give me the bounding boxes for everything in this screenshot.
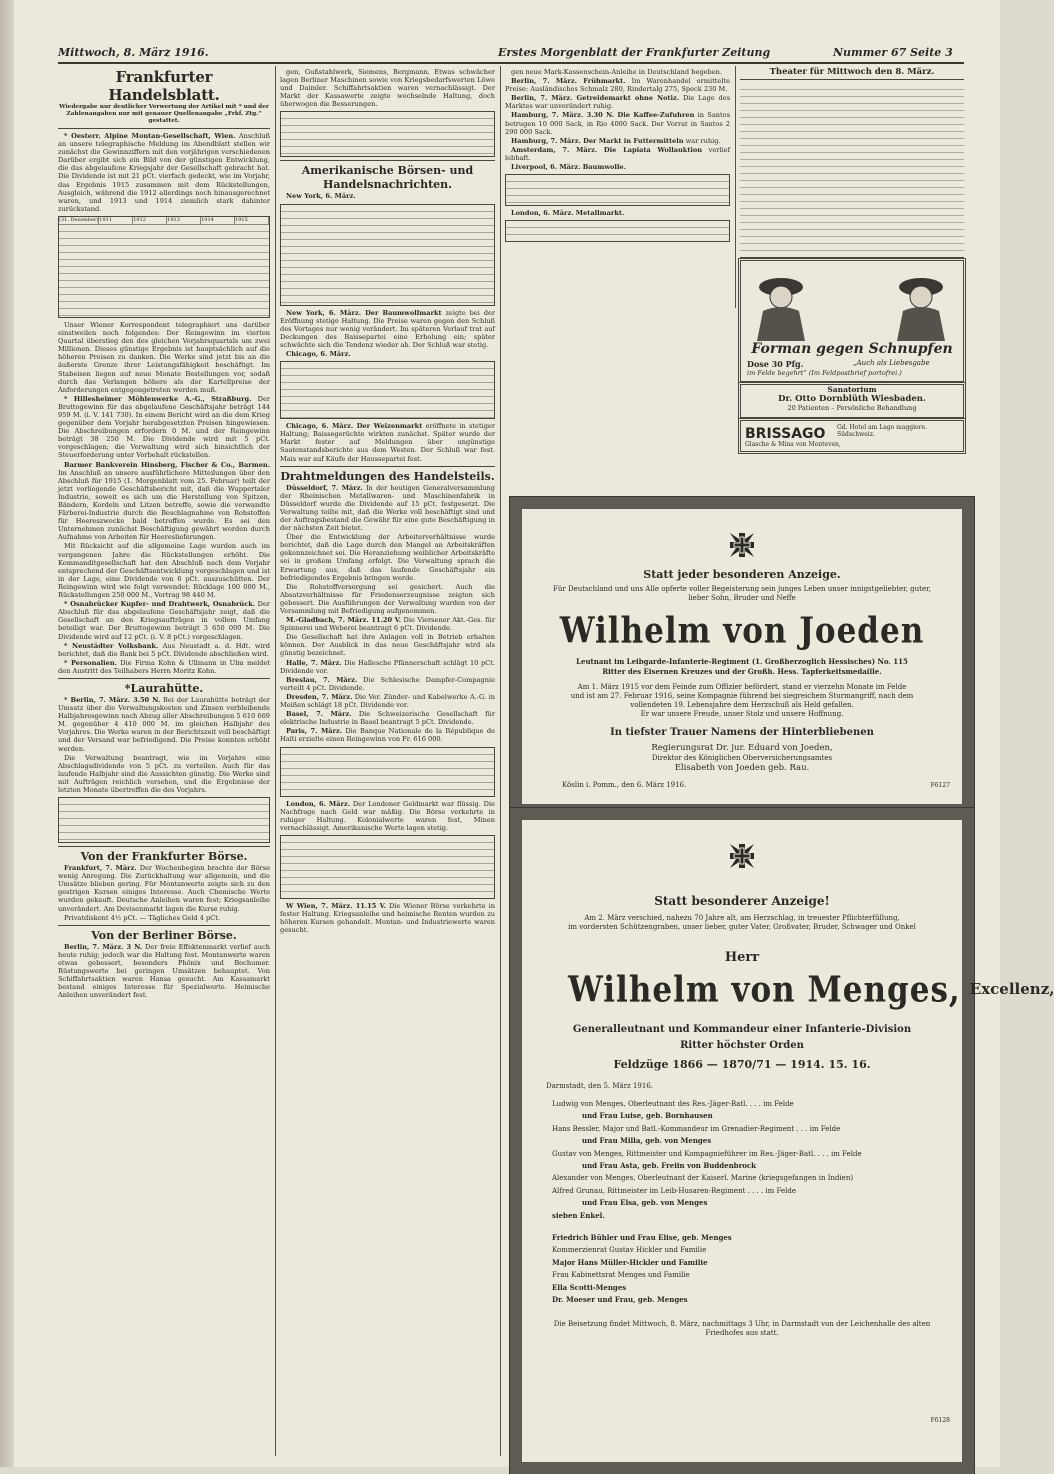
page-header (58, 44, 964, 62)
article-heading: * Hillesheimer Möhlenwerke A.-G., Straßburg. (64, 394, 252, 403)
article-text: gen neue Mark-Kassenschein-Anleihe in Deutschland begeben. (511, 68, 722, 76)
table-header-cell: 1915 (235, 217, 269, 224)
market-table (280, 835, 495, 899)
article-heading: Düsseldorf, 7. März. (286, 483, 363, 492)
table-header-row (59, 217, 269, 225)
table-header-cell: 1914 (201, 217, 235, 224)
section-title: Frankfurter Handelsblatt. (108, 68, 220, 104)
article-heading: New York, 6. März. Der Baumwollmarkt (286, 308, 442, 317)
article-heading: Paris, 7. März. (286, 727, 343, 736)
issue-date: Mittwoch, 8. März 1916. (58, 46, 209, 59)
article-heading: * Osnabrücker Kupfer- und Drahtwerk, Osnabrück. (64, 600, 256, 609)
relative: Dr. Moeser und Frau, geb. Menges (552, 1295, 688, 1305)
table-header-cell: 1913 (167, 217, 201, 224)
section-title: Drahtmeldungen des Handelsteils. (280, 469, 495, 483)
column-1: Frankfurter Handelsblatt. Wiedergabe nur deutlicher Verwertung der Artikel mit * und der Zahlenangaben nur mit genauer Quellenangabe „Frkf. Ztg.“ gestattet. * Oesterr. Alpine Montan-Gesellschaft, Wien. Anschluß an unsere telegraphische Meldung im Abendblatt stellen wir zunächst die Gewinnziffern mit den vorjährigen verschiedenen Darüber ergibt sich ein Bild von der günstigen Entwicklung, die das abgelaufene Kriegsjahr der Gesellschaft gebracht hat. Die Dividende ist mit 21 pCt. vierfach gedeckt, wie im Vorjahr, das Ergebnis 1915 zusammen mit dem Rückstellungen, Ausgleich, während die 1912 allerdings noch hinausgerechnet waren, und 1913 und 1914 ziemlich stark dahinter zurückstand. (31. Dezember) 1911 1912 1913 1914 1915 Unser Wiener Korrespondent telegraphiert uns darüber einstweilen noch folgendes: Der Reingewinn im vierten Quartal überstieg den des gleichen Vorjahrsquartals um zwei Millionen. Dieses günstige Ergebnis ist hauptsächlich auf die höheren Preisen zu danken. Die Werke sind jetzt bis an die äußerste Grenze ihrer Leistungsfähigkeit beschäftigt. Im Stabeisen liegen auf neue Monate Bestellungen vor, sodaß durch das Verlangen höhere als der Kartellpreise der Anforderungen entgegengetreten werden muß. * Hillesheimer Möhlenwerke A.-G., Straßburg. Der Bruttogewinn für das abgelaufene Geschäftsjahr beträgt 144 959 M. (i. V. 141 730). In einem Bericht wird an die dem Krieg gegenüber dem Vorjahr herabgesetzten Preisen hingewiesen. Die Abschreibungen erfordern 0 M. und der Reingewinn beträgt 38 250 M. Die Dividende wird mit 5 pCt. vorgeschlagen; die Verwaltung wird sich hinsichtlich der Steuerforderung unter Vorbehalt rückstellen. Barmer Bankverein Hinsberg, Fischer & Co., Barmen. Im Anschluß an unsere ausführlichere Mitteilungen über den Abschluß für 1915 (1. Morgenblatt vom 25. Februar) teilt der jetzt vorliegende Geschäftsbericht mit, daß die Wuppertaler Industrie, soweit es sich um die Herstellung von Spitzen, Bändern, Kordeln und Litzen betreffe, sowie die verwandte Färberei-Industrie durch die Beschlagnahme von Rohstoffen für Heereszwecke bald betroffen wurde. Es sei den Unternehmen zunächst Beschäftigung gewährt worden durch Aufnahme von Arbeiten für Heereslieferungen. Mit Rücksicht auf die allgemeine Lage wurden auch im vergangenen Jahre die Rückstellungen erhöht. Die Kommanditgesellschaft hat den Abschluß nach dem Vorjahr entsprechend der Geschäftsentwicklung vorgeschlagen und ist in der Lage, eine Dividende von 6 pCt. auszuschütten. Der Reingewinn wird wie folgt verwendet: Rücklage 100 000 M., Rückstellungen 250 000 M., Vortrag 98 440 M. * Osnabrücker Kupfer- und Drahtwerk, Osnabrück. Der Abschluß für das abgelaufene Geschäftsjahr zeigt, daß die Gesellschaft an den Kriegsaufträgen in vollem Umfang beteiligt war. Der Bruttogewinn beträgt 3 650 000 M. Die Dividende wird auf 12 pCt. (i. V. 8 pCt.) vorgeschlagen. * Neustädter Volksbank. Aus Neustadt a. d. Hdt. wird berichtet, daß die Bank bei 5 pCt. Dividende abschließen wird. * Personalien. Die Firma Kohn & Ullmann in Ulm meldet den Austritt des Teilhabers Herrn Moritz Kohn. *Laurahütte. * Berlin, 7. März. 3.50 N. Bei der Laurahütte beträgt der Umsatz über die Verwaltungskosten und Zinsen verbleibende Halbjahresgewinn nach Abzug aller Abschreibungen 5 610 669 M. gegenüber 4 410 000 M. im gleichen Halbjahr des Vorjahres. Die Werke waren in der Berichtszeit voll beschäftigt und der Versand war befriedigend. Die Preise konnten erhöht werden. Die Verwaltung beantragt, wie im Vorjahre eine Abschlagsdividende von 5 pCt. zu verteilen. Auch für das laufende Halbjahr sind die Aussichten günstig. Die Werke sind mit Aufträgen reichlich versehen, und die Ergebnisse der letzten Monate übertreffen die des Vorjahrs. Von der Frankfurter Börse. Frankfurt, 7. März. Der Wochenbeginn brachte der Börse wenig Anregung. Die Zurückhaltung war allgemein, und die Umsätze blieben gering. Für Montanwerte zeigte sich zu den gestrigen Kursen einiges Interesse. Auch Chemische Werte wurden gekauft. Deutsche Anleihen waren fest; Kriegsanleihe unverändert. Am Devisenmarkt lagen die Kurse ruhig. Privatdiskont 4½ pCt. — Tägliches Geld 4 pCt. Von der Berliner Börse. Berlin, 7. März. 3 N. Der freie Effektenmarkt verlief auch heute ruhig; jedoch war die Haltung fest. Montanwerte waren etwas gebessert, besonders Phönix und Bochumer. Rüstungswerte bei geringen Umsätzen behauptet. Von Schiffahrtsaktien waren Hansa gesucht. Am Kassamarkt bestand einiges Interesse für Spezialwerte. Heimische Anleihen unverändert fest. (58, 68, 271, 1000)
table-body (59, 798, 269, 842)
campaigns: Feldzüge 1866 — 1870/71 — 1914. 15. 16. (613, 1058, 871, 1071)
rule (280, 466, 495, 467)
market-table (505, 174, 730, 206)
signer: Regierungsrat Dr. jur. Eduard von Joeden, (651, 743, 833, 753)
financial-table (58, 797, 270, 843)
section-title: *Laurahütte. (124, 681, 204, 695)
rule (58, 925, 270, 926)
relative: Major Hans Müller-Hickler und Familie (552, 1257, 708, 1267)
death-notice-menges (510, 808, 1054, 1474)
column-rule (275, 66, 276, 1456)
article-heading: Basel, 7. März. (286, 710, 352, 719)
article-heading: Berlin, 7. März. Frühmarkt. (511, 77, 626, 86)
rule (58, 678, 270, 679)
article-heading: New York, 6. März. (286, 192, 356, 201)
article-heading: London, 6. März. (286, 799, 351, 808)
family-member: und Frau Luise, geb. Bornhausen (582, 1111, 713, 1121)
article-heading: Chicago, 6. März. Der Weizenmarkt (286, 422, 423, 431)
article-heading: * Oesterr. Alpine Montan-Gesellschaft, Wien. (64, 132, 236, 140)
theater-listings (740, 83, 964, 253)
notice-text: vollendeten 19. Lebensjahre dem Herzschuß als Held gefallen. (630, 701, 854, 709)
brissago-ad (738, 418, 966, 454)
article-heading: Barmer Bankverein Hinsberg, Fischer & Co., Barmen. (64, 460, 270, 469)
forman-brand: Forman gegen Schnupfen (751, 341, 953, 357)
notice-name-wrap (568, 969, 1054, 1011)
page-number: Nummer 67 Seite 3 (833, 46, 953, 59)
brissago-name: BRISSAGO (745, 426, 826, 442)
binding-gutter (0, 0, 14, 1467)
notice-text: Er war unsere Freude, unser Stolz und unsere Hoffnung. (640, 710, 844, 718)
deceased-title: Excellenz, (969, 980, 1054, 998)
family-member: und Frau Asta, geb. Freiin von Buddenbrock (582, 1161, 757, 1171)
rule (740, 79, 964, 80)
table-header-cell: (31. Dezember) (59, 216, 99, 223)
family-list (552, 1098, 932, 1222)
signer: Elisabeth von Joeden geb. Rau. (674, 763, 810, 773)
sanatorium-ad (738, 382, 966, 420)
header-rule (58, 62, 964, 64)
place-date: Darmstadt, den 5. März 1916. (546, 1082, 653, 1090)
article-heading: Frankfurt, 7. März. (64, 864, 137, 873)
relative: Frau Kabinettsrat Menges und Familie (552, 1271, 690, 1280)
place-date: Köslin i. Pomm., den 6. März 1916. (562, 781, 687, 789)
notice-heading: Statt jeder besonderen Anzeige. (643, 568, 841, 581)
article-heading: Dresden, 7. März. (286, 692, 353, 701)
market-table (280, 111, 495, 157)
brissago-tail: Glasche & Mina von Monteven, (745, 441, 841, 448)
article-heading: * Personalien. (64, 658, 117, 667)
notice-intro: Für Deutschland und uns Alle opferte voller Begeisterung sein junges Leben unser innigstgeliebter, guter, lieber Sohn, Bruder und Neffe (553, 585, 931, 602)
signer-title: Direktor des Königlichen Oberversicherungsamtes (651, 754, 833, 762)
family-member: Ludwig von Menges, Oberleutnant des Res.-Jäger-Batl. . . . im Felde (552, 1100, 794, 1108)
death-notice-joeden (510, 497, 974, 816)
section-title: Von der Berliner Börse. (91, 928, 237, 942)
section-title: Amerikanische Börsen- und Handelsnachrichten. (301, 164, 474, 192)
section-title: Von der Frankfurter Börse. (80, 850, 248, 864)
table-header-cell: 1912 (133, 217, 167, 224)
financial-table (58, 216, 270, 318)
family-member: Alfred Grunau, Rittmeister im Leib-Husaren-Regiment . . . . im Felde (552, 1186, 796, 1195)
market-table (280, 747, 495, 797)
article-heading: Hamburg, 7. März. 3.30 N. Die Kaffee-Zufuhren (511, 111, 695, 120)
column-2: gen, Gußstahlwerk, Siemens, Bergmann. Etwas schwächer lagen Berliner Maschinen sowie von Kriegsbedarfswerten Löwe und Daimler. Schiffahrtsaktien waren vernachlässigt. Der Markt der Kassawerte zeigte wechselnde Haltung, doch überwogen die Besserungen. Amerikanische Börsen- und Handelsnachrichten. New York, 6. März. New York, 6. März. Der Baumwollmarkt zeigte bei der Eröffnung stetige Haltung. Die Preise waren gegen den Schluß des Vortages nur wenig verändert. Im späteren Verlauf trat auf Deckungen des Baissepartei eine Erholung ein; später schwächte sich die Tendenz wieder ab. Der Schluß war stetig. Chicago, 6. März. Chicago, 6. März. Der Weizenmarkt eröffnete in stetiger Haltung; Baissegerüchte wirkten zunächst. Später wurde der Markt fester auf Meldungen über ungünstige Saatenstandsberichte aus dem Westen. Der Schluß war fest. Mais war auf Käufe der Haussepartei fest. Drahtmeldungen des Handelsteils. Düsseldorf, 7. März. In der heutigen Generalversammlung der Rheinischen Metallwaren- und Maschinenfabrik in Düsseldorf wurde die Dividende auf 15 pCt. festgesetzt. Die Verwaltung teilte mit, daß die Werke voll beschäftigt sind und der Auftragsbestand die Gewähr für eine gute Beschäftigung in der nächsten Zeit bietet. Über die Entwicklung der Arbeiterverhältnisse wurde berichtet, daß die Lage durch den Mangel an Arbeitskräften gekennzeichnet sei. Die Heranziehung weiblicher Arbeitskräfte sei in großem Umfang erfolgt. Die Verwaltung sprach die Erwartung aus, daß das laufende Geschäftsjahr ein befriedigendes Ergebnis bringen werde. Die Rohstoffversorgung sei gesichert. Auch die Absatzverhältnisse für Friedenserzeugnisse zeigten sich gebessert. Die Ausführungen der Verwaltung wurden von der Versammlung mit Befriedigung aufgenommen. M.-Gladbach, 7. März. 11.20 V. Die Viersener Akt.-Ges. für Spinnerei und Weberei beantragt 6 pCt. Dividende. Die Gesellschaft hat ihre Anlagen voll in Betrieb erhalten können. Der Ausblick in das neue Geschäftsjahr wird als günstig bezeichnet. Halle, 7. März. Die Hallesche Pfännerschaft schlägt 10 pCt. Dividende vor. Breslau, 7. März. Die Schlesische Dampfer-Compagnie verteilt 4 pCt. Dividende. Dresden, 7. März. Die Ver. Zünder- und Kabelwerke A.-G. in Meißen schlägt 18 pCt. Dividende vor. Basel, 7. März. Die Schweizerische Gesellschaft für elektrische Industrie in Basel beantragt 5 pCt. Dividende. Paris, 7. März. Die Banque Nationale de la République de Haïti erzielte einen Reingewinn von Fr. 616 000. London, 6. März. Der Londoner Geldmarkt war flüssig. Die Nachfrage nach Geld war mäßig. Die Börse verkehrte in ruhiger Haltung. Kolonialwerte waren fest, Minen vernachlässigt. Amerikanische Werte lagen stetig. W Wien, 7. März. 11.15 V. Die Wiener Börse verkehrte in fester Haltung. Kriegsanleihe und heimische Renten wurden zu höheren Kursen gehandelt. Montan- und Industriewerte waren gesucht. (280, 68, 496, 935)
sanatorium-line: Dr. Otto Dornblüth Wiesbaden. (778, 394, 926, 404)
notice-text: Am 1. März 1915 vor dem Feinde zum Offizier befördert, stand er vierzehn Monate im Felde (577, 683, 907, 691)
table-body (506, 175, 729, 205)
ad-reference: F6128 (930, 1417, 950, 1424)
ad-reference: F6127 (930, 782, 950, 789)
table-body (281, 362, 494, 418)
family-member: und Frau Elsa, geb. von Menges (582, 1198, 708, 1208)
family-member: und Frau Milla, geb. von Menges (582, 1136, 712, 1146)
forman-note: „Auch als Liebesgabe (853, 359, 930, 367)
article-heading: Chicago, 6. März. (286, 350, 351, 359)
forman-price: Dose 30 Pfg. (747, 359, 804, 369)
deceased-rank: Generalleutnant und Kommandeur einer Infanterie-Division (572, 1024, 912, 1035)
table-header-cell: 1911 (99, 217, 133, 224)
market-table (505, 220, 730, 242)
forman-ad (738, 258, 966, 384)
article-heading: London, 6. März. Metallmarkt. (511, 209, 625, 218)
rule (280, 160, 495, 161)
notice-name-wrap (522, 610, 962, 652)
soldier-illustration-icon (745, 265, 817, 341)
article-heading: * Neustädter Volksbank. (64, 641, 159, 650)
family-member: sieben Enkel. (552, 1210, 605, 1220)
deceased-name: Wilhelm von Joeden (559, 610, 925, 652)
article-heading: W Wien, 7. März. 11.15 V. (286, 901, 386, 910)
family-member: Alexander von Menges, Oberleutnant der Kaiserl. Marine (kriegsgefangen in Indien) (552, 1174, 854, 1183)
table-body (59, 225, 269, 317)
market-table (280, 204, 495, 306)
honorific: Herr (724, 950, 760, 965)
column-3-top: gen neue Mark-Kassenschein-Anleihe in Deutschland begeben. Berlin, 7. März. Frühmarkt. Im Warenhandel ermittelte Preise: Ausländisches Schmalz 280, Rindertalg 275, Speck 230 M. Berlin, 7. März. Getreidemarkt ohne Notiz. Die Lage des Marktes war unverändert ruhig. Hamburg, 7. März. 3.30 N. Die Kaffee-Zufuhren in Santos betrugen 10 000 Sack, in Rio 4000 Sack. Der Vorrat in Santos 2 290 000 Sack. Hamburg, 7. März. Der Markt in Futtermitteln war ruhig. Amsterdam, 7. März. Die Lapiata Wollauktion verlief lebhaft. Liverpool, 6. März. Baumwolle. London, 6. März. Metallmarkt. (505, 68, 730, 303)
article-heading: Breslau, 7. März. (286, 675, 358, 684)
paper-title: Erstes Morgenblatt der Frankfurter Zeitung (498, 46, 771, 59)
market-table (280, 361, 495, 419)
table-body (281, 112, 494, 156)
family-member: Hans Bessler, Major und Batl.-Kommandeur im Grenadier-Regiment . . . im Felde (552, 1124, 841, 1133)
theater-heading: Theater für Mittwoch den 8. März. (769, 67, 935, 77)
deceased-name: Wilhelm von Menges, (568, 969, 961, 1011)
sanatorium-sub: 20 Patienten – Persönliche Behandlung (787, 404, 917, 412)
iron-cross-icon (728, 531, 756, 559)
article-heading: Halle, 7. März. (286, 658, 342, 667)
column-rule (500, 66, 501, 1456)
notice-intro: im vordersten Schützengraben, unser lieber, guter Vater, Großvater, Bruder, Schwager und Onkel (568, 923, 916, 931)
forman-note: im Felde begehrt“ (Im Feldpostbrief portofrei.) (747, 369, 902, 377)
reprint-note: Wiedergabe nur deutlicher Verwertung der Artikel mit * und der Zahlenangaben nur mit genauer Quellenangabe „Frkf. Ztg.“ gestattet. (59, 104, 269, 124)
table-body (281, 205, 494, 305)
iron-cross-icon (728, 842, 756, 870)
article-heading: Liverpool, 6. März. Baumwolle. (511, 163, 626, 172)
relative: Friedrich Bühler und Frau Elise, geb. Menges (552, 1233, 732, 1242)
notice-heading: Statt besonderer Anzeige! (654, 894, 830, 908)
mourning-line: In tiefster Trauer Namens der Hinterbliebenen (610, 727, 874, 738)
notice-intro: Am 2. März verschied, nahezu 70 Jahre alt, am Herzschlag, in treuester Pflichterfüllung, (584, 914, 900, 922)
column-rule (735, 66, 736, 308)
deceased-honors: Ritter höchster Orden (680, 1040, 804, 1051)
article-heading: * Berlin, 7. März. 3.50 N. (64, 695, 161, 704)
rule (58, 128, 270, 129)
relatives-list (552, 1232, 932, 1306)
soldier-illustration-icon (885, 265, 957, 341)
article-heading: Amsterdam, 7. März. Die Lapiata Wollauktion (511, 145, 703, 154)
article-heading: M.-Gladbach, 7. März. 11.20 V. (286, 616, 402, 625)
rule (58, 846, 270, 847)
relative: Ella Scotti-Menges (552, 1282, 627, 1292)
table-body (506, 221, 729, 241)
funeral-note: Die Beisetzung findet Mittwoch, 8. März, nachmittags 3 Uhr, in Darmstadt von der Leichenhalle des alten Friedhofes aus statt. (553, 1320, 931, 1337)
deceased-rank: Leutnant im Leibgarde-Infanterie-Regiment (1. Großherzoglich Hessisches) No. 115 (576, 657, 908, 666)
table-body (281, 836, 494, 898)
notice-text: und ist am 27. Februar 1916, seine Kompagnie führend bei siegreichem Sturmangriff, nach dem (570, 692, 914, 700)
brissago-text: Gd. Hotel am Lago maggiore. Südschweiz. (837, 424, 927, 438)
sanatorium-title: Sanatorium (827, 385, 877, 394)
deceased-honors: Ritter des Eisernen Kreuzes und der Großh. Hess. Tapferkeitsmedaille. (602, 667, 882, 676)
article-heading: Berlin, 7. März. 3 N. (64, 942, 143, 951)
article-heading: Hamburg, 7. März. Der Markt in Futtermitteln (511, 136, 684, 145)
family-member: Gustav von Menges, Rittmeister und Kompagnieführer im Res.-Jäger-Batl. . . . im Felde (552, 1149, 862, 1158)
article-heading: Berlin, 7. März. Getreidemarkt ohne Notiz. (511, 94, 680, 103)
table-body (281, 748, 494, 796)
relative: Kommerzienrat Gustav Hickler und Familie (552, 1246, 707, 1255)
